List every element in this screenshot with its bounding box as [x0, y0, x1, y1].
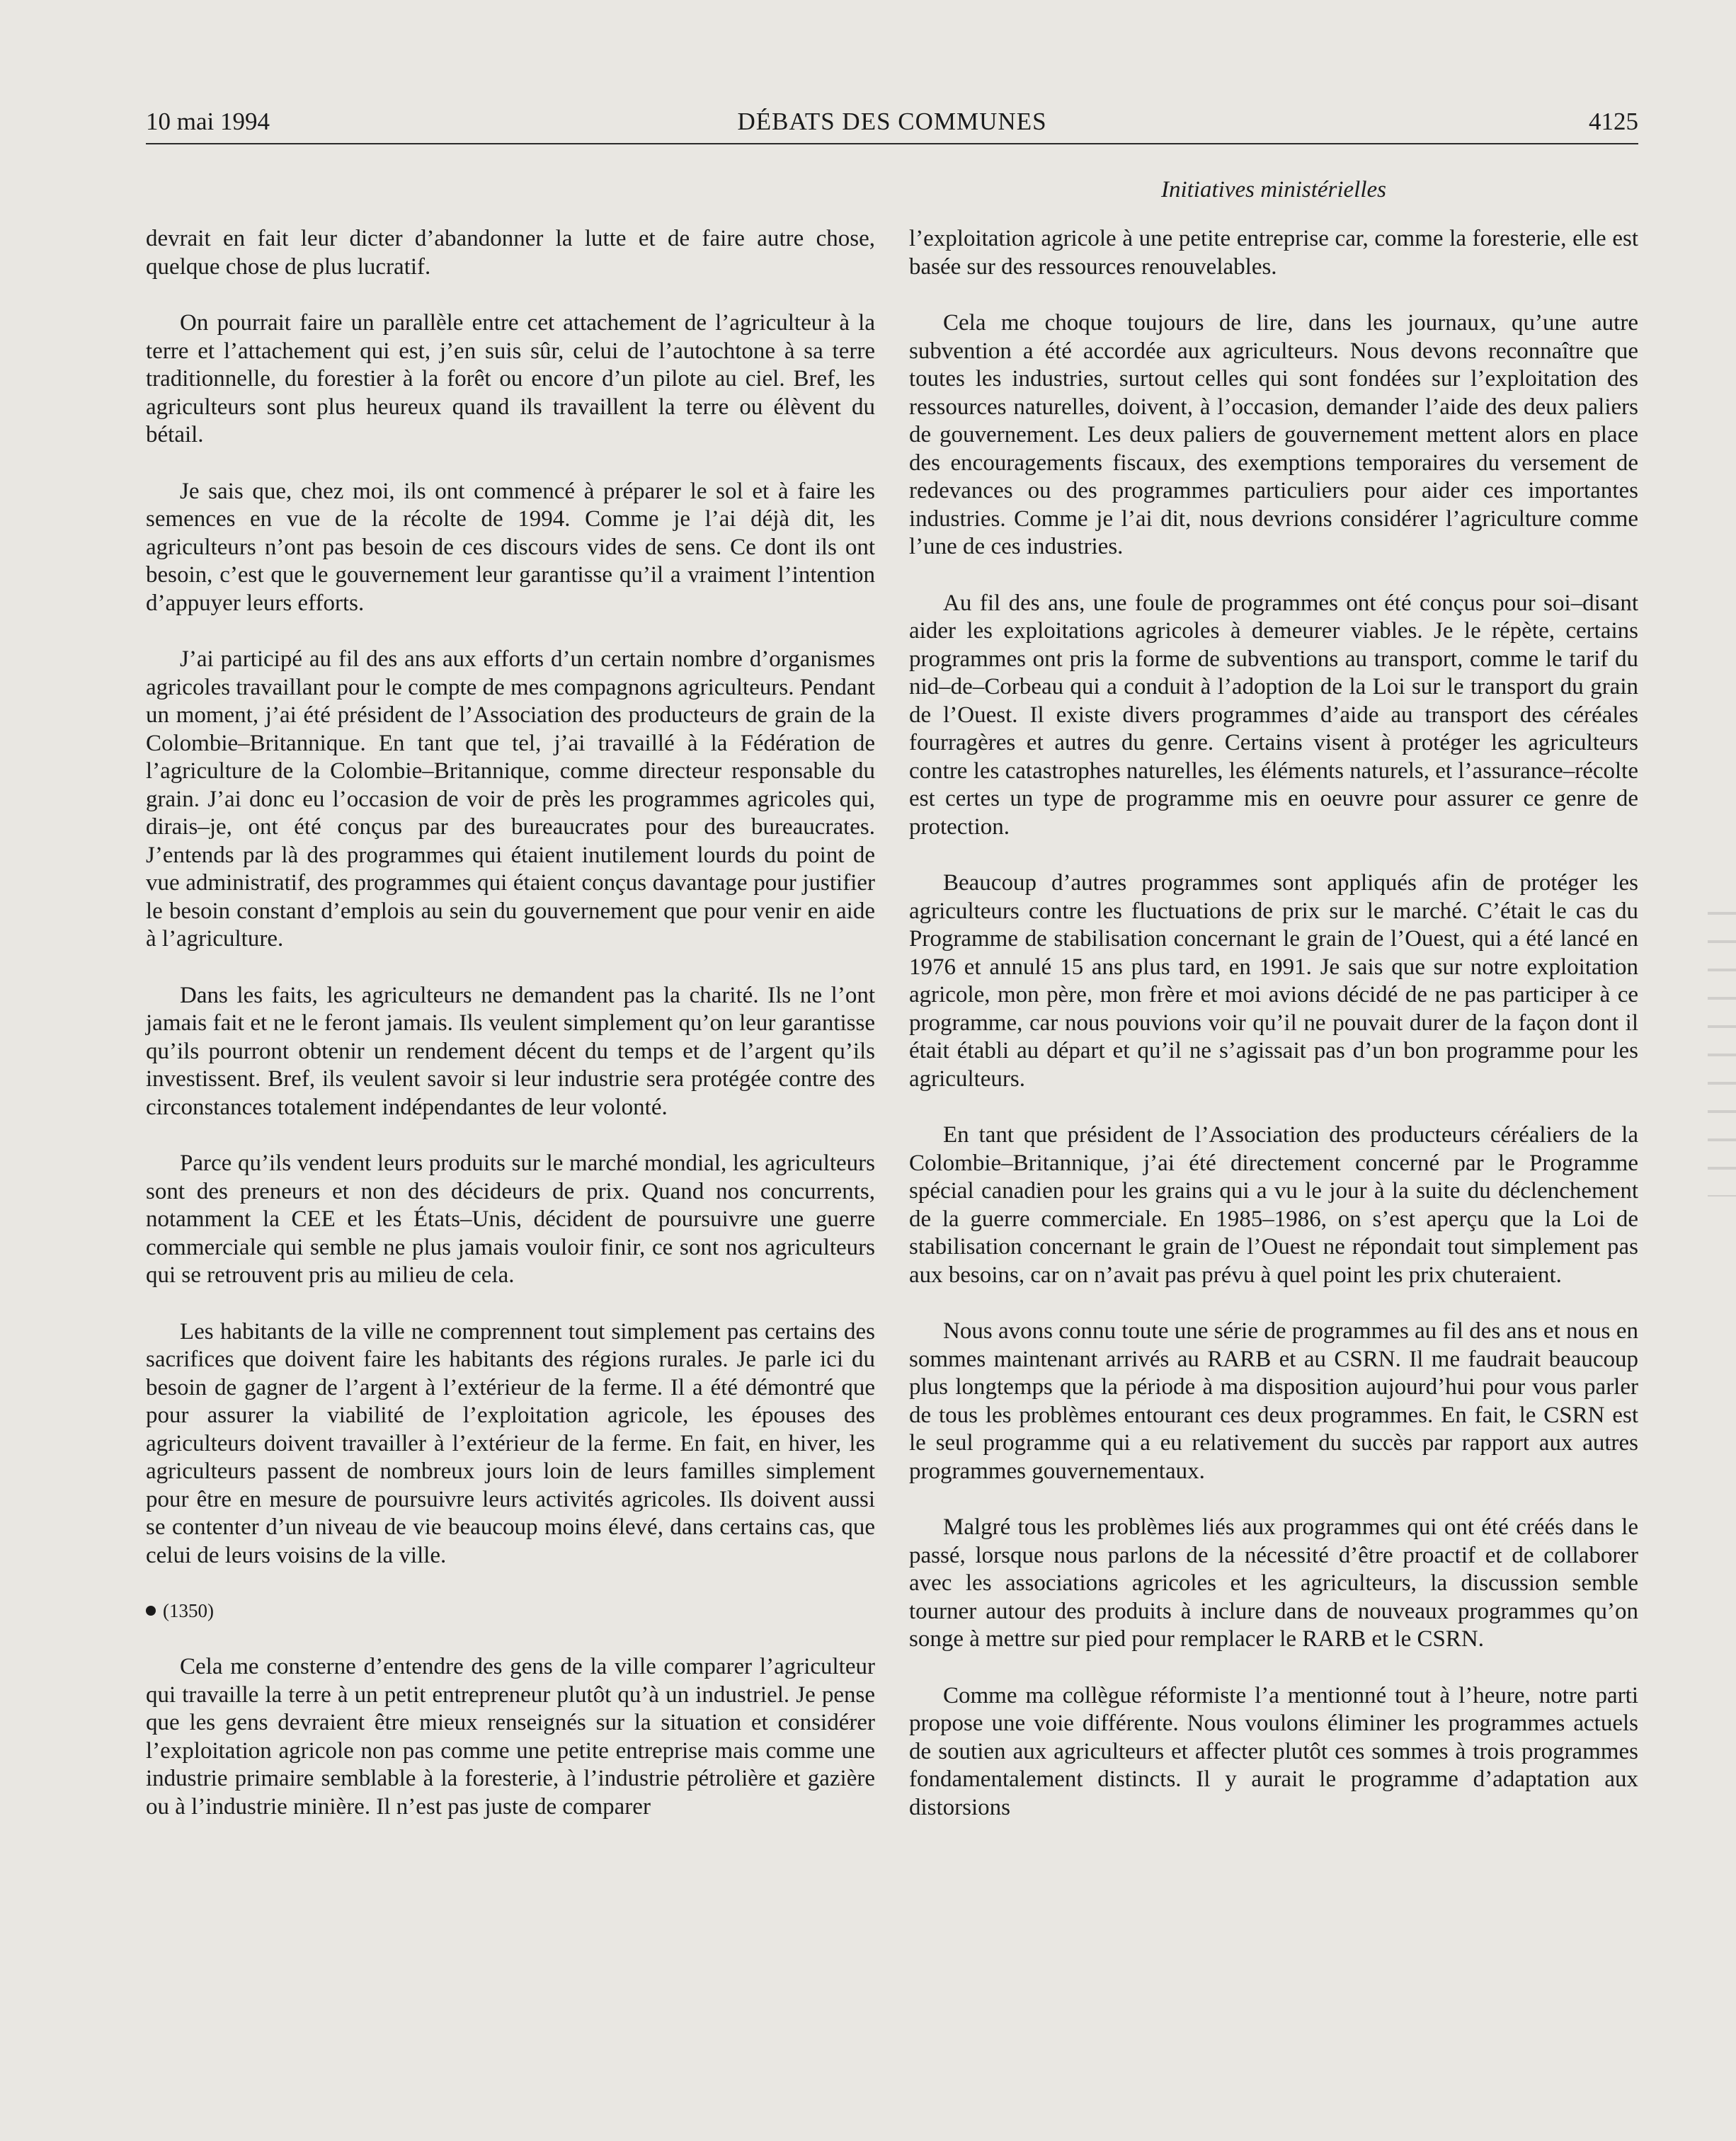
scan-edge-artifact: [1708, 899, 1736, 1197]
paragraph: Cela me choque toujours de lire, dans les journaux, qu’une autre subvention a été accordée aux agriculteurs. Nous devons reconnaître que toutes les industries, surtout celles qui sont fondées sur l’exploitation des ressources naturelles, doivent, à l’occasion, demander l’aide des deux paliers de gouvernement. Les deux paliers de gouvernement mettent alors en place des encouragements fiscaux, des exemptions temporaires du versement de redevances ou des programmes particuliers pour aider ces importantes industries. Comme je l’ai dit, nous devrions considérer l’agriculture comme l’une de ces industries.: [909, 310, 1638, 559]
header-page-number: 4125: [1589, 108, 1638, 135]
paragraph: Je sais que, chez moi, ils ont commencé à préparer le sol et à faire les semences en vue de la récolte de 1994. Comme je l’ai déjà dit, les agriculteurs n’ont pas besoin de ces discours vides de sens. Ce dont ils ont besoin, c’est que le gouvernement leur garantisse qu’il a vraiment l’intention d’appuyer leurs efforts.: [146, 478, 875, 616]
header-rule: [146, 143, 1638, 144]
right-column: [909, 225, 1638, 2052]
time-marker-label: (1350): [163, 1600, 214, 1621]
paragraph: Les habitants de la ville ne comprennent tout simplement pas certains des sacrifices que doivent faire les habitants des régions rurales. Je parle ici du besoin de gagner de l’argent à l’extérieur de la ferme. Il a été démontré que pour assurer la viabilité de l’exploitation agricole, les épouses des agriculteurs doivent travailler à l’extérieur de la ferme. En fait, en hiver, les agriculteurs passent de nombreux jours loin de leurs familles simplement pour être en mesure de poursuivre leurs activités agricoles. Ils doivent aussi se contenter d’un niveau de vie beaucoup moins élevé, dans certains cas, que celui de leurs voisins de la ville.: [146, 1318, 875, 1568]
header-title: DÉBATS DES COMMUNES: [737, 108, 1047, 135]
time-marker: [146, 1598, 875, 1623]
paragraph: J’ai participé au fil des ans aux efforts d’un certain nombre d’organismes agricoles travaillant pour le compte de mes compagnons agriculteurs. Pendant un moment, j’ai été président de l’Association des producteurs de grain de la Colombie–Britannique. En tant que tel, j’ai travaillé à la Fédération de l’agriculture de la Colombie–Britannique, comme directeur responsable du grain. J’ai donc eu l’occasion de voir de près les programmes agricoles qui, dirais–je, ont été conçus par des bureaucrates pour des bureaucrates. J’entends par là des programmes qui étaient inutilement lourds du point de vue administratif, des programmes qui étaient conçus davantage pour justifier le besoin constant d’emplois au sein du gouvernement que pour venir en aide à l’agriculture.: [146, 646, 876, 952]
section-label: Initiatives ministérielles: [1160, 177, 1387, 202]
paragraph: On pourrait faire un parallèle entre cet attachement de l’agriculteur à la terre et l’attachement qui est, j’en suis sûr, celui de l’autochtone à sa terre traditionnelle, du forestier à la forêt ou encore d’un pilote au ciel. Bref, les agriculteurs sont plus heureux quand ils travaillent la terre ou élèvent du bétail.: [146, 310, 875, 447]
paragraph: Malgré tous les problèmes liés aux programmes qui ont été créés dans le passé, lorsque nous parlons de la nécessité d’être proactif et de collaborer avec les associations agricoles et les agriculteurs, la discussion semble tourner autour des produits à inclure dans de nouveaux programmes qu’on songe à mettre sur pied pour remplacer le RARB et le CSRN.: [909, 1514, 1638, 1652]
paragraph: Comme ma collègue réformiste l’a mentionné tout à l’heure, notre parti propose une voie différente. Nous voulons éliminer les programmes actuels de soutien aux agriculteurs et affecter plutôt ces sommes à trois programmes fondamentalement distincts. Il y aurait le programme d’adaptation aux distorsions: [909, 1682, 1638, 1820]
page-header: [146, 103, 1638, 140]
paragraph: En tant que président de l’Association des producteurs céréaliers de la Colombie–Britannique, j’ai été directement concerné par le Programme spécial canadien pour les grains qui a vu le jour à la suite du déclenchement de la guerre commerciale. En 1985–1986, on s’est aperçu que la Loi de stabilisation concernant le grain de l’Ouest ne répondait tout simplement pas aux besoins, car on n’avait pas prévu à quel point les prix chuteraient.: [909, 1122, 1638, 1288]
paragraph: Nous avons connu toute une série de programmes au fil des ans et nous en sommes maintenant arrivés au RARB et au CSRN. Il me faudrait beaucoup plus longtemps que la période à ma disposition aujourd’hui pour vous parler de tous les problèmes entourant ces deux programmes. En fait, le CSRN est le seul programme qui a eu relativement du succès par rapport aux autres programmes gouvernementaux.: [909, 1318, 1638, 1484]
paragraph: Dans les faits, les agriculteurs ne demandent pas la charité. Ils ne l’ont jamais fait et ne le feront jamais. Ils veulent simplement qu’on leur garantisse qu’ils pourront obtenir un rendement décent du temps et de l’argent qu’ils investissent. Bref, ils veulent savoir si leur industrie sera protégée contre des circonstances totalement indépendantes de leur volonté.: [146, 982, 875, 1120]
paragraph: Au fil des ans, une foule de programmes ont été conçus pour soi–disant aider les exploitations agricoles à demeurer viables. Je le répète, certains programmes ont pris la forme de subventions au transport, comme le tarif du nid–de–Corbeau qui a conduit à l’adoption de la Loi sur le transport du grain de l’Ouest. Il existe divers programmes d’aide au transport des céréales fourragères et autres du genre. Certains visent à protéger les agriculteurs contre les catastrophes naturelles, les éléments naturels, et l’assurance–récolte est certes un type de programme mis en oeuvre pour assurer ce genre de protection.: [909, 590, 1638, 840]
paragraph: devrait en fait leur dicter d’abandonner la lutte et de faire autre chose, quelque chose de plus lucratif.: [146, 226, 875, 280]
paragraph: Beaucoup d’autres programmes sont appliqués afin de protéger les agriculteurs contre les fluctuations de prix sur le marché. C’était le cas du Programme de stabilisation concernant le grain de l’Ouest, qui a été lancé en 1976 et annulé 15 ans plus tard, en 1991. Je sais que sur notre exploitation agricole, mon père, mon frère et moi avions décidé de ne pas participer à ce programme, car nous pouvions voir qu’il ne pouvait durer de la façon dont il était établi au départ et qu’il ne s’agissait pas d’un bon programme pour les agriculteurs.: [909, 870, 1638, 1092]
header-date: 10 mai 1994: [146, 108, 270, 135]
paragraph: l’exploitation agricole à une petite entreprise car, comme la foresterie, elle est basée sur des ressources renouvelables.: [909, 226, 1638, 280]
bullet-icon: [146, 1606, 156, 1616]
left-column: [146, 225, 875, 2052]
paragraph: Parce qu’ils vendent leurs produits sur le marché mondial, les agriculteurs sont des preneurs et non des décideurs de prix. Quand nos concurrents, notamment la CEE et les États–Unis, décident de poursuivre une guerre commerciale qui semble ne plus jamais vouloir finir, ce sont nos agriculteurs qui se retrouvent pris au milieu de cela.: [146, 1151, 875, 1288]
paragraph: Cela me consterne d’entendre des gens de la ville comparer l’agriculteur qui travaille la terre à un petit entrepreneur plutôt qu’à un industriel. Je pense que les gens devraient être mieux renseignés sur la situation et considérer l’exploitation agricole non pas comme une petite entreprise mais comme une industrie primaire semblable à la foresterie, à l’industrie pétrolière et gazière ou à l’industrie minière. Il n’est pas juste de comparer: [146, 1654, 875, 1820]
